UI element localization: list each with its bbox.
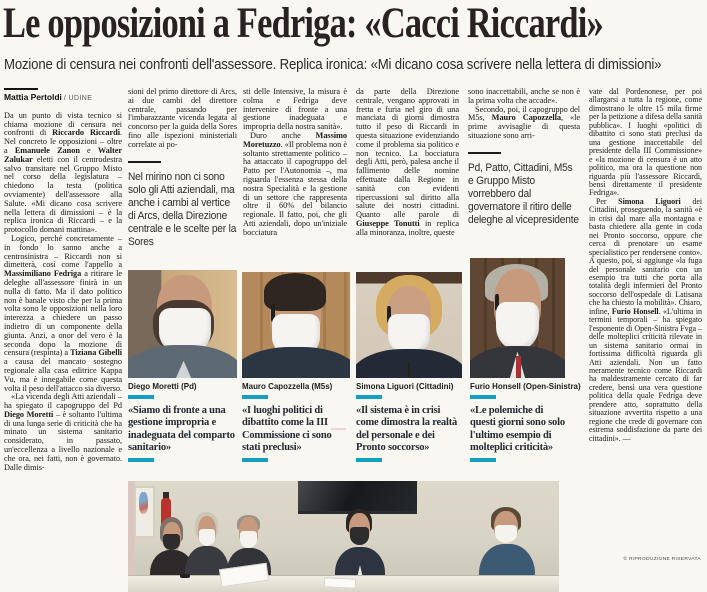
body-paragraph: «La vicenda degli Atti aziendali – ha spiegato il capogruppo del Pd Diego Moretti – è soltanto l'ultima di una lunga serie di criticità che ha minato un sistema sanitario considerato, in passato, un'eccellenza a livello nazionale e che ora, nei fatti, non è governato. Dalle dimis- [4, 392, 122, 472]
face-mask-icon [240, 531, 257, 548]
table-microphone [180, 574, 190, 578]
photo-caption-3: Simona Liguori (Cittadini) [356, 381, 454, 391]
papers [324, 577, 356, 589]
pull-quote-1 [128, 161, 237, 249]
byline-rule [4, 88, 38, 90]
teal-rule [470, 458, 496, 462]
pull-quote-text: Pd, Patto, Cittadini, M5s e Gruppo Misto vorrebbero dal governatore il ritiro delle deleghe al vicepresidente [468, 161, 579, 226]
face-mask-icon [199, 529, 215, 546]
portrait-photo-furio-honsell [470, 258, 565, 378]
column-5 [468, 88, 580, 227]
person-tie [516, 356, 522, 378]
headline: Le opposizioni a Fedriga: «Cacci Riccardi» [3, 0, 603, 47]
photo-caption-2: Mauro Capozzella (M5s) [242, 381, 333, 391]
microphone-icon [408, 362, 410, 378]
body-paragraph: Duro anche Massimo Moretuzzo. «Il problema non è soltanto strettamente politico – ha attaccato il capogruppo del Patto per l'Autonomia –, ma riguarda l'essenza stessa della nostra Specialità e la gestione di un settore che rappresenta oltre il 60% del bilancio regionale. Il fatto, poi, che gli Atti aziendali, dopo un'iniziale bocciatura [243, 130, 347, 237]
body-paragraph: sono inaccettabili, anche se non è la prima volta che accade». [468, 87, 580, 105]
seated-person-4 [340, 509, 380, 579]
profile-quote-2: «I luoghi politici di dibattito come la III Commissione ci sono stati preclusi» [242, 405, 332, 453]
picture-frame [134, 486, 155, 538]
byline-location: / UDINE [63, 95, 93, 102]
column-6 [589, 88, 702, 562]
teal-rule [356, 395, 382, 399]
face-mask-icon [495, 525, 517, 544]
pull-quote-2 [468, 152, 580, 227]
profile-quote-1: «Siamo di fronte a una gestione impropria e inadeguata del comparto sanitario» [128, 405, 235, 453]
body-paragraph: Per Simona Liguori dei Cittadini, proseguendo, la sanità «è in crisi dal mare alla montagna e basta chiedere alla gente in coda nei Pronto soccorso, oppure che cerca di prenotare un esame specialistico per rendersene conto». A questo, poi, si aggiunge «la fuga del personale sanitario con un esempio tra tutti che porta alla totalità degli infermieri del Pronto soccorso dell'ospedale di Latisana che ha chiesto la mobilità». Chiaro, infine, Furio Honsell. «L'ultima in termini temporali – ha spiegato l'esponente di Open-Sinistra Fvga – delle molteplici criticità rilevate in un sistema sanitario ormai in fortissima difficoltà riguarda gli Atti aziendali. Non un fatto meramente tecnico come Riccardi ha maldestramente cercato di far credere, bensì una vera questione politica della quale Fedriga deve prendere atto, soprattutto della situazione avvertita rispetto a una regione che crede di governare con estrema soddisfazione da parte dei cittadini». — [589, 196, 702, 443]
pull-quote-text: Nel mirino non ci sono solo gli Atti aziendali, ma anche i cambi al vertice di Arcs, della Direzione centrale e le scelte per la Sores [128, 170, 237, 248]
pull-quote-rule [468, 152, 501, 154]
body-paragraph: Logico, perché concretamente – in fondo lo sanno anche a centrosinistra – Riccardi non si dimetterà, così come l'appello a Massimiliano Fedriga a ritirare le deleghe all'assessore finirà in un nulla di fatto. Ma il dato politico non è banale visto che per la prima volta sono le opposizioni nella loro interezza a chiedere un passo indietro di un componente della giunta. Anzi, a onor del vero è la seconda dopo la mozione di censura (respinta) a Tiziana Gibelli a causa del mancato sostegno regionale alla casa editrice Kappa Vu, ma è innegabile come questa volta il peso dell'attacco sia diverso. [4, 233, 122, 393]
teal-rule [128, 458, 154, 462]
press-conference-photo [128, 481, 559, 592]
copyright-notice: © RIPRODUZIONE RISERVATA [623, 557, 701, 562]
body-paragraph: Da un punto di vista tecnico si chiama mozione di censura nei confronti di Riccardo Riccardi. Nel concreto le opposizioni – oltre a Emanuele Zanon e Walter Zalukar eletti con il centrodestra salvo transitare nel Gruppo Misto nel corso della legislatura – chiedono la testa (politica ovviamente) dell'assessore alla Salute. «Mi dicano cosa scrivere nella lettera di dimissioni – è la replica ironica di Riccardi – e la protocollo domani mattina». [4, 110, 122, 235]
body-paragraph: sioni del primo direttore di Arcs, ai due cambi del direttore centrale, passando per l'imbarazzante vicenda legata al concorso per la guida della Sores fino alle ispezioni ministeriali correlate ai po- [128, 87, 237, 149]
teal-rule [242, 458, 268, 462]
teal-rule [470, 395, 496, 399]
face-mask-icon [496, 302, 540, 350]
column-1 [4, 88, 122, 472]
profile-quote-4: «Le polemiche di questi giorni sono solo l'ultimo esempio di molteplici criticità» [470, 405, 565, 453]
face-mask-icon [350, 527, 369, 545]
seated-person-5 [484, 507, 530, 581]
photo-caption-4: Furio Honsell (Open-Sinistra) [470, 381, 581, 391]
body-paragraph: sti delle Intensive, la misura è colma e Fedriga deve intervenire di fronte a una gestione inadeguata e impropria della nostra sanità». [243, 87, 347, 132]
byline-author: Mattia Pertoldi [4, 92, 62, 102]
byline [4, 88, 122, 103]
column-4 [356, 88, 459, 238]
column-2 [128, 88, 237, 249]
teal-rule [242, 395, 268, 399]
body-paragraph: vate dal Pordenonese, per poi allargarsi a tutta la regione, come dimostrano le oltre 15 mila firme per la petizione a difesa della sanità pubblica». I luoghi «politici di dibattito ci sono stati preclusi da una gestione inaccettabile del presidente della III Commissione» e «la mozione di censura è un atto politico, ma ora la questione non riguarda più l'assessore Riccardi, bensì direttamente il presidente Fedriga». [589, 88, 702, 198]
body-paragraph: da parte della Direzione centrale, vengano approvati in fretta e furia nel giro di una manciata di giorni dimostra tutto il peso di Riccardi in questa situazione evidenziando come il problema sia politico e non tecnico. La bocciatura degli Atti, però, palesa anche il fallimento delle nomine effettuate dalla Regione in sanità con evidenti ripercussioni sul diritto alla salute dei nostri cittadini. Quanto alle parole di Giuseppe Tonutti in replica alla minoranza, inoltre, queste [356, 87, 459, 237]
portrait-photo-mauro-capozzella [242, 272, 350, 378]
portrait-photo-simona-liguori [356, 272, 462, 378]
subheadline: Mozione di censura nei confronti dell'assessore. Replica ironica: «Mi dicano cosa scrivere nella lettera di dimissioni» [4, 56, 662, 73]
photo-caption-1: Diego Moretti (Pd) [128, 381, 197, 391]
pull-quote-rule [128, 161, 161, 163]
frame-artwork [139, 492, 148, 514]
teal-rule [356, 458, 382, 462]
print-artifact [331, 428, 346, 430]
teal-rule [128, 395, 154, 399]
body-paragraph: Secondo, poi, il capogruppo del M5s, Mauro Capozzella, «le prime avvisaglie di questa situazione sono arri- [468, 104, 580, 140]
column-3 [243, 88, 347, 238]
seated-person-2 [190, 512, 224, 578]
profile-quote-3: «Il sistema è in crisi come dimostra la realtà del personale e dei Pronto soccorso» [356, 405, 458, 453]
portrait-photo-diego-moretti [128, 270, 237, 378]
person-torso [242, 347, 350, 378]
